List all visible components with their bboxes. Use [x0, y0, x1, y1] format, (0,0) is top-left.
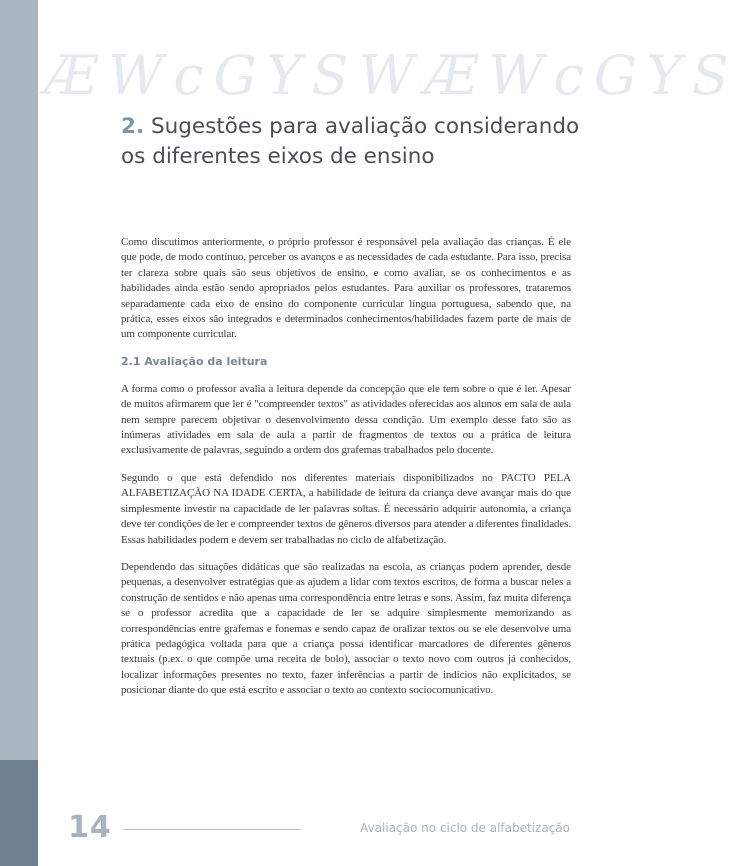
main-content	[121, 235, 571, 711]
decorative-letter-band: ÆWcGYSWÆWcGYS	[44, 44, 739, 107]
body-paragraph-2: Segundo o que está defendido nos diferentes materiais disponibilizados no PACTO PELA ALFABETIZAÇÃO NA IDADE CERTA, a habilidade de leitura da criança deve avançar mais do que simplesmente investir na capacidade de ler palavras soltas. É necessário adquirir autonomia, a criança deve ter condições de ler e compreender textos de gêneros diversos para atender a diferentes finalidades. Essas habilidades podem e devem ser trabalhadas no ciclo de alfabetização.	[121, 471, 571, 546]
running-title: Avaliação no ciclo de alfabetização	[360, 821, 570, 835]
intro-paragraph: Como discutimos anteriormente, o próprio professor é responsável pela avaliação das crianças. É ele que pode, de modo contínuo, perceber os avanços e as necessidades de cada estudante. Para isso, precisa ter clareza sobre quais são seus objetivos de ensino, e como avaliar, se os conhecimentos e as habilidades ainda estão sendo apropriados pelos estudantes. Para auxiliar os professores, trataremos separadamente cada eixo de ensino do componente curricular língua portuguesa, sabendo que, na prática, esses eixos são integrados e determinados conhecimentos/habilidades fazem parte de mais de um componente curricular.	[121, 236, 571, 341]
footer-divider	[123, 829, 301, 830]
section-number: 2.	[121, 114, 145, 139]
left-margin-bar-dark	[0, 760, 38, 866]
section-title: Sugestões para avaliação considerando os diferentes eixos de ensino	[121, 114, 580, 169]
body-paragraph-3: Dependendo das situações didáticas que são realizadas na escola, as crianças podem aprender, desde pequenas, a desenvolver estratégias que as ajudem a lidar com textos escritos, de forma a buscar neles a construção de sentidos e não apenas uma correspondência entre letras e sons. Assim, faz muita diferença se o professor acredita que a capacidade de ler se adquire simplesmente memorizando as correspondências entre grafemas e fonemas e sendo capaz de oralizar textos ou se ele desenvolve uma prática pedagógica voltada para que a criança possa identificar marcadores de diferentes gêneros textuais (p.ex. o que compõe uma receita de bolo), associar o texto novo com outros já conhecidos, localizar informações presentes no texto, fazer inferências a partir de indícios não explicitados, se posicionar diante do que está escrito e associar o texto ao contexto sociocomunicativo.	[121, 560, 571, 697]
section-heading	[121, 112, 591, 172]
page-number: 14	[68, 810, 112, 845]
body-paragraph-1: A forma como o professor avalia a leitura depende da concepção que ele tem sobre o que é ler. Apesar de muitos afirmarem que ler é "compreender textos" as atividades oferecidas aos alunos em sala de aula nem sempre parecem objetivar o desenvolvimento dessa condição. Um exemplo desse fato são as inúmeras atividades em sala de aula a partir de fragmentos de textos ou a prática de leitura exclusivamente de palavras, seguindo a ordem dos grafemas trabalhados pelo docente.	[121, 382, 571, 457]
subsection-heading: 2.1 Avaliação da leitura	[121, 354, 268, 368]
left-margin-bar	[0, 0, 38, 866]
